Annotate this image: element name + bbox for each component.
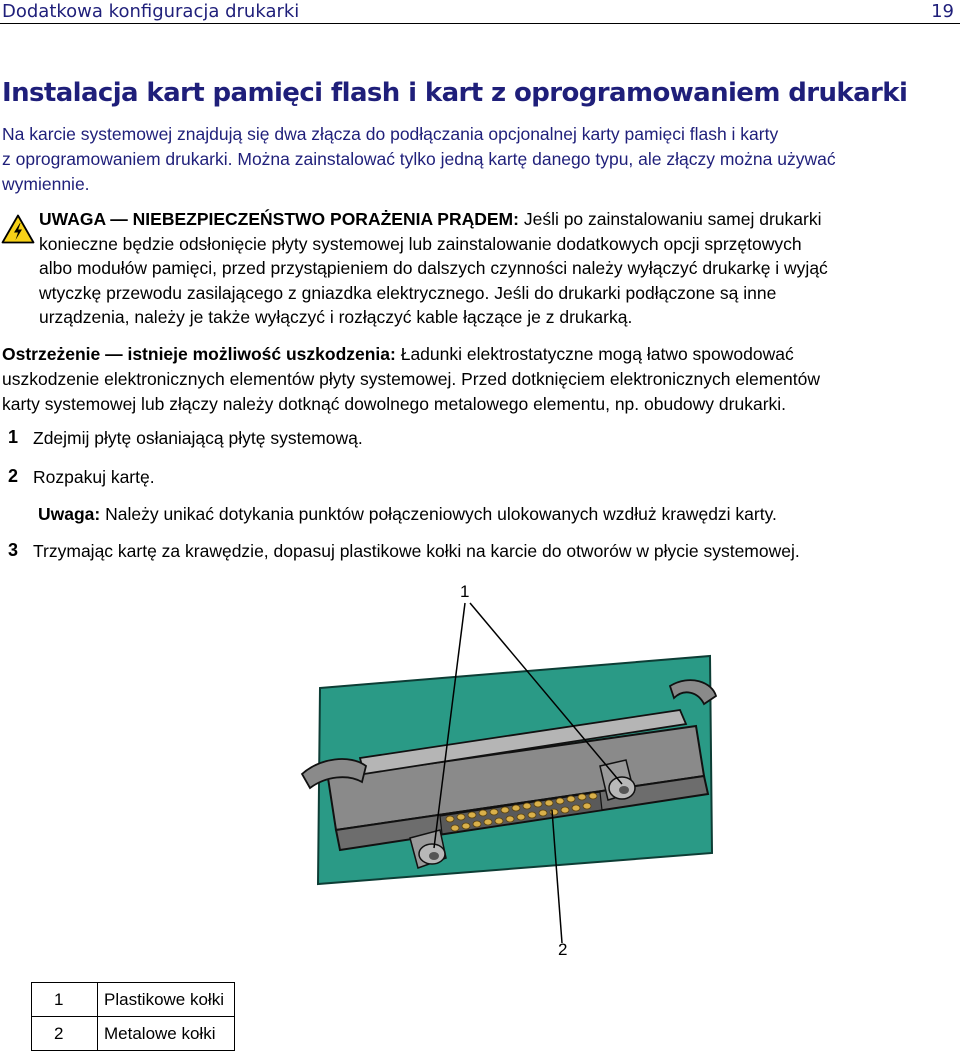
intro-line: z oprogramowaniem drukarki. Można zainstalować tylko jedną kartę danego typu, ale złączy można używać xyxy=(2,149,836,169)
step-number: 3 xyxy=(8,540,19,560)
intro-paragraph xyxy=(2,122,954,197)
caution-text: karty systemowej lub złączy należy dotknąć dowolnego metalowego elementu, np. obudowy drukarki. xyxy=(2,394,787,414)
page-number: 19 xyxy=(931,1,954,22)
electrical-hazard-icon xyxy=(1,214,35,244)
step-number: 2 xyxy=(8,466,19,486)
intro-line: wymiennie. xyxy=(2,174,90,194)
callout-2: 2 xyxy=(558,940,568,959)
intro-line: Na karcie systemowej znajdują się dwa złącza do podłączania opcjonalnej karty pamięci flash i karty xyxy=(2,124,779,144)
warning-text: urządzenia, należy je także wyłączyć i rozłączyć kable łączące je z drukarką. xyxy=(39,307,633,327)
electrical-shock-warning xyxy=(39,207,957,330)
callout-1: 1 xyxy=(460,582,470,601)
caution-text: Ładunki elektrostatyczne mogą łatwo spowodować xyxy=(395,344,794,364)
step-text: Trzymając kartę za krawędzie, dopasuj plastikowe kołki na karcie do otworów w płycie systemowej. xyxy=(33,541,800,561)
legend-label: Metalowe kołki xyxy=(98,1017,235,1051)
caution-heading: Ostrzeżenie — istnieje możliwość uszkodzenia: xyxy=(2,344,396,364)
note xyxy=(38,504,777,525)
legend-label: Plastikowe kołki xyxy=(98,983,235,1017)
header-divider xyxy=(0,23,960,24)
legend-row xyxy=(32,1017,235,1051)
step-text: Rozpakuj kartę. xyxy=(33,467,155,487)
legend-number: 2 xyxy=(32,1017,98,1051)
legend-number: 1 xyxy=(32,983,98,1017)
memory-card-illustration xyxy=(300,578,720,973)
warning-text: wtyczkę przewodu zasilającego z gniazdka elektrycznego. Jeśli do drukarki podłączone są inne xyxy=(39,282,777,303)
warning-text: albo modułów pamięci, przed przystąpieniem do dalszych czynności należy wyłączyć drukarkę i wyjąć xyxy=(39,258,828,278)
warning-text: Jeśli po zainstalowaniu samej drukarki xyxy=(518,209,822,229)
caution-text: uszkodzenie elektronicznych elementów płyty systemowej. Przed dotknięciem elektronicznych elementów xyxy=(2,369,821,389)
section-heading: Instalacja kart pamięci flash i kart z oprogramowaniem drukarki xyxy=(2,78,908,108)
note-label: Uwaga: xyxy=(38,504,101,524)
legend-row xyxy=(32,983,235,1017)
note-text: Należy unikać dotykania punktów połączeniowych ulokowanych wzdłuż krawędzi karty. xyxy=(100,504,777,524)
warning-text: konieczne będzie odsłonięcie płyty systemowej lub zainstalowanie dodatkowych opcji sprzętowych xyxy=(39,233,802,254)
running-header-title: Dodatkowa konfiguracja drukarki xyxy=(2,1,300,22)
warning-heading: UWAGA — NIEBEZPIECZEŃSTWO PORAŻENIA PRĄDEM: xyxy=(39,209,519,229)
step-number: 1 xyxy=(8,427,19,447)
damage-caution xyxy=(2,342,957,417)
step-text: Zdejmij płytę osłaniającą płytę systemową. xyxy=(33,428,363,448)
figure-legend xyxy=(31,982,235,1051)
